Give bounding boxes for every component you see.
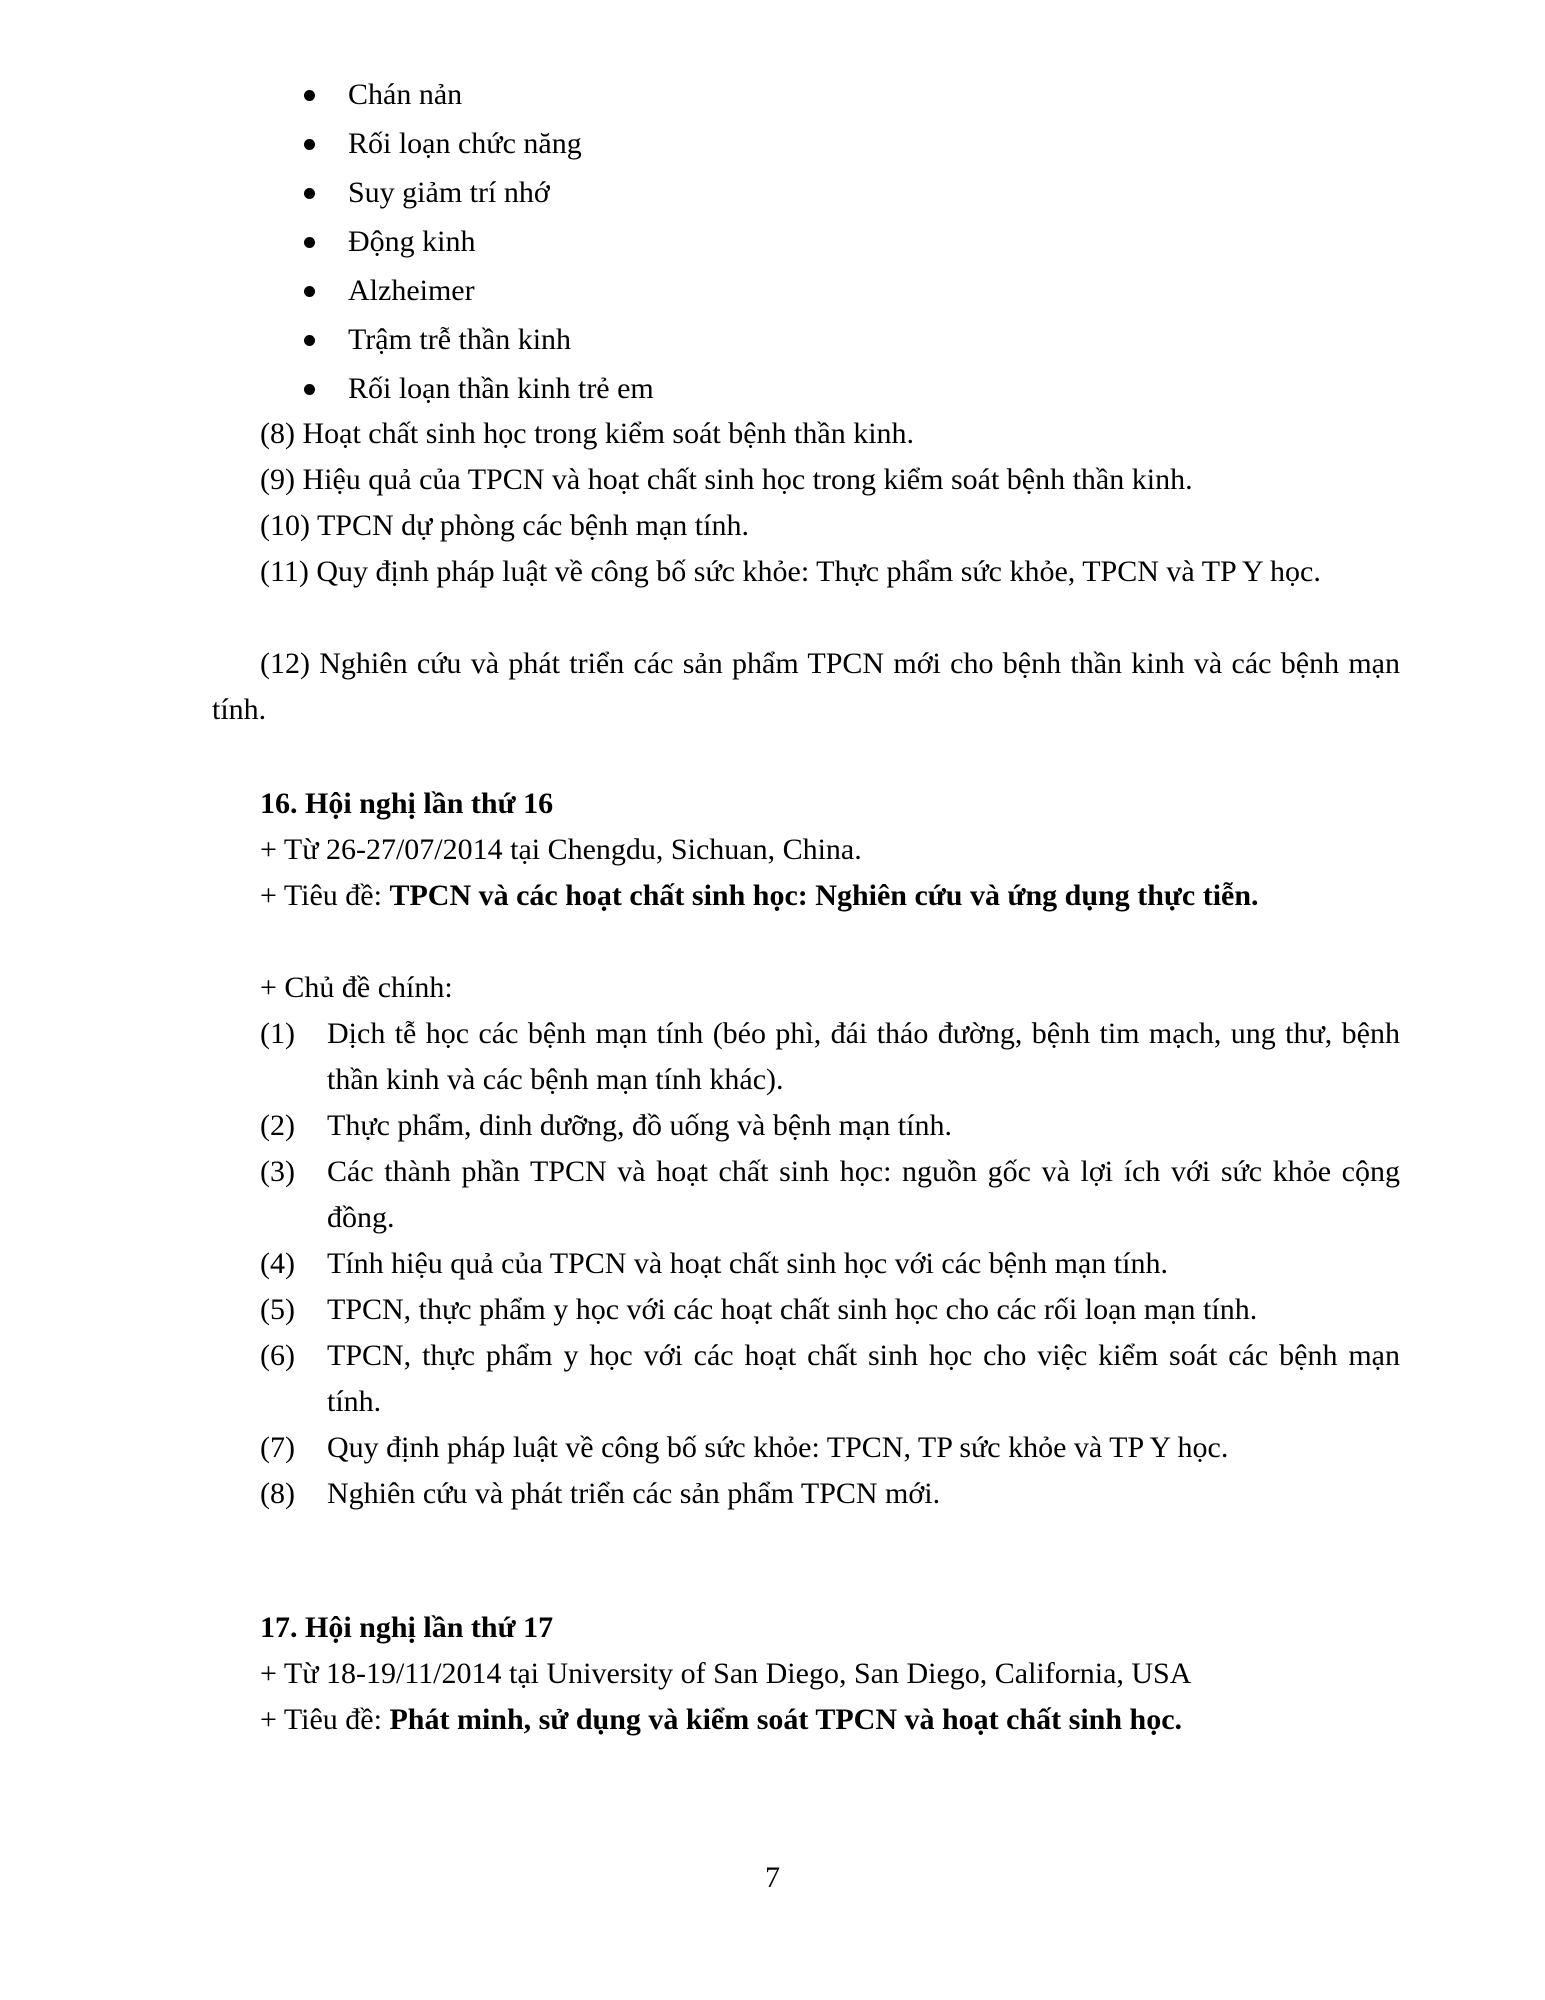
bullet-item: Trậm trễ thần kinh bbox=[300, 315, 654, 364]
bullet-item: Động kinh bbox=[300, 217, 654, 266]
topic-item: (8) Hoạt chất sinh học trong kiểm soát bệnh thần kinh. bbox=[260, 417, 915, 450]
conference-17-date: + Từ 18-19/11/2014 tại University of San Diego, San Diego, California, USA bbox=[260, 1657, 1192, 1690]
topic-item: (12) Nghiên cứu và phát triển các sản phẩm TPCN mới cho bệnh thần kinh và các bệnh mạn tính. bbox=[212, 647, 1400, 726]
topic-number: (7) bbox=[260, 1431, 295, 1464]
topic-text: Tính hiệu quả của TPCN và hoạt chất sinh học với các bệnh mạn tính. bbox=[327, 1247, 1168, 1280]
conference-16-date: + Từ 26-27/07/2014 tại Chengdu, Sichuan, China. bbox=[260, 833, 862, 866]
numbered-topic bbox=[260, 1287, 1400, 1333]
topic-item: (11) Quy định pháp luật về công bố sức khỏe: Thực phẩm sức khỏe, TPCN và TP Y học. bbox=[260, 555, 1321, 588]
topic-text: Dịch tễ học các bệnh mạn tính (béo phì, đái tháo đường, bệnh tim mạch, ung thư, bệnh thần kinh và các bệnh mạn tính khác). bbox=[327, 1017, 1400, 1096]
topic-text: Quy định pháp luật về công bố sức khỏe: TPCN, TP sức khỏe và TP Y học. bbox=[327, 1431, 1229, 1464]
topic-number: (6) bbox=[260, 1339, 295, 1372]
bullet-item: Suy giảm trí nhớ bbox=[300, 168, 654, 217]
topic-text: Nghiên cứu và phát triển các sản phẩm TPCN mới. bbox=[327, 1477, 941, 1510]
conference-16-topic-list bbox=[260, 1011, 1400, 1517]
bullet-item: Alzheimer bbox=[300, 266, 654, 315]
title-label: + Tiêu đề: bbox=[260, 1703, 390, 1736]
topic-number: (2) bbox=[260, 1109, 295, 1142]
numbered-topic bbox=[260, 1011, 1400, 1103]
topic-number: (8) bbox=[260, 1477, 295, 1510]
topic-number: (5) bbox=[260, 1293, 295, 1326]
conference-17-heading: 17. Hội nghị lần thứ 17 bbox=[260, 1611, 554, 1644]
numbered-topic bbox=[260, 1103, 1400, 1149]
conference-16-heading: 16. Hội nghị lần thứ 16 bbox=[260, 787, 554, 820]
conference-17-title bbox=[260, 1697, 1182, 1743]
topic-text: Các thành phần TPCN và hoạt chất sinh học: nguồn gốc và lợi ích với sức khỏe cộng đồng. bbox=[327, 1155, 1400, 1234]
symptom-bullet-list bbox=[300, 70, 654, 413]
numbered-topic bbox=[260, 1471, 1400, 1517]
page-number: 7 bbox=[765, 1861, 780, 1894]
conference-16-title bbox=[212, 873, 1400, 919]
bullet-item: Rối loạn chức năng bbox=[300, 119, 654, 168]
conference-16-topics-label: + Chủ đề chính: bbox=[260, 971, 453, 1004]
topic-text: Thực phẩm, dinh dưỡng, đồ uống và bệnh mạn tính. bbox=[327, 1109, 952, 1142]
topic-text: TPCN, thực phẩm y học với các hoạt chất sinh học cho việc kiểm soát các bệnh mạn tính. bbox=[327, 1339, 1400, 1418]
title-value: TPCN và các hoạt chất sinh học: Nghiên cứu và ứng dụng thực tiễn. bbox=[389, 879, 1259, 912]
numbered-topic bbox=[260, 1241, 1400, 1287]
numbered-topic bbox=[260, 1333, 1400, 1425]
topic-item: (10) TPCN dự phòng các bệnh mạn tính. bbox=[260, 509, 749, 542]
numbered-topic bbox=[260, 1425, 1400, 1471]
topic-item: (9) Hiệu quả của TPCN và hoạt chất sinh học trong kiểm soát bệnh thần kinh. bbox=[260, 463, 1193, 496]
title-label: + Tiêu đề: bbox=[260, 879, 390, 912]
topic-text: TPCN, thực phẩm y học với các hoạt chất sinh học cho các rối loạn mạn tính. bbox=[327, 1293, 1258, 1326]
bullet-item: Chán nản bbox=[300, 70, 654, 119]
numbered-topic bbox=[260, 1149, 1400, 1241]
topic-number: (4) bbox=[260, 1247, 295, 1280]
bullet-item: Rối loạn thần kinh trẻ em bbox=[300, 364, 654, 413]
title-value: Phát minh, sử dụng và kiểm soát TPCN và hoạt chất sinh học. bbox=[389, 1703, 1183, 1736]
topic-number: (3) bbox=[260, 1155, 295, 1188]
topic-number: (1) bbox=[260, 1017, 295, 1050]
